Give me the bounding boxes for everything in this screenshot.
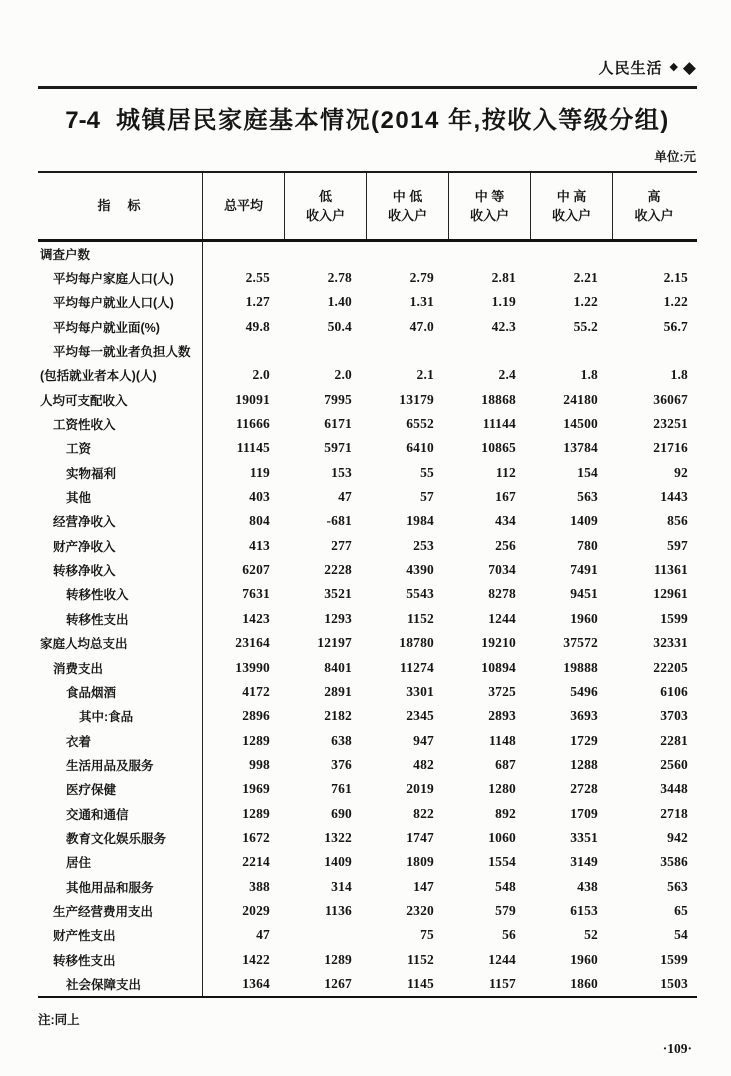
cell-value: 4172 [242, 683, 270, 699]
cell-value: 2345 [406, 708, 434, 724]
cell-value: 687 [495, 756, 516, 772]
cell-value: 2029 [242, 902, 270, 918]
column-header-line1: 低 [318, 188, 332, 204]
cell-value: 1729 [570, 732, 598, 748]
cell-value [285, 923, 367, 947]
cell-value: 5543 [406, 586, 434, 602]
row-label: 生产经营费用支出 [38, 899, 203, 923]
table-row [38, 753, 697, 777]
cell-value: 18780 [399, 635, 434, 651]
cell-value: 1409 [570, 513, 598, 529]
row-label: 平均每户家庭人口(人) [38, 266, 203, 290]
cell-value [367, 339, 449, 363]
cell-value: 2891 [324, 683, 352, 699]
table-row [38, 923, 697, 947]
cell-value: 2320 [406, 902, 434, 918]
cell-value: 780 [577, 537, 598, 553]
row-label: 生活用品及服务 [38, 753, 203, 777]
table-row [38, 461, 697, 485]
cell-value: 5971 [324, 440, 352, 456]
cell-value: 3351 [570, 829, 598, 845]
column-header [285, 173, 367, 239]
table-row [38, 777, 697, 801]
row-label: 其他 [38, 485, 203, 509]
table-row [38, 485, 697, 509]
row-label: 转移净收入 [38, 558, 203, 582]
cell-value: -681 [326, 513, 352, 529]
row-label: 工资性收入 [38, 412, 203, 436]
cell-value: 1267 [324, 975, 352, 991]
cell-value: 21716 [653, 440, 688, 456]
table-row [38, 534, 697, 558]
column-header [531, 173, 613, 239]
cell-value: 2182 [324, 708, 352, 724]
cell-value: 2.15 [663, 270, 688, 286]
cell-value: 23164 [235, 635, 270, 651]
cell-value: 49.8 [245, 318, 270, 334]
cell-value: 12961 [653, 586, 688, 602]
row-label: 消费支出 [38, 655, 203, 679]
column-header [613, 173, 695, 239]
table-row [38, 899, 697, 923]
table-row [38, 363, 697, 387]
column-header-indicator: 指 标 [38, 173, 203, 239]
cell-value: 11666 [235, 416, 270, 432]
cell-value: 1157 [488, 975, 516, 991]
cell-value: 579 [495, 902, 516, 918]
cell-value: 7034 [488, 562, 516, 578]
cell-value: 13990 [235, 659, 270, 675]
row-label: 经营净收入 [38, 509, 203, 533]
row-label: 平均每户就业人口(人) [38, 290, 203, 314]
table-row [38, 388, 697, 412]
unit-label: 单位:元 [654, 149, 696, 164]
cell-value: 11144 [482, 416, 516, 432]
cell-value: 1960 [570, 951, 598, 967]
cell-value: 1293 [324, 610, 352, 626]
row-label: (包括就业者本人)(人) [38, 363, 203, 387]
cell-value [367, 242, 449, 266]
cell-value: 1288 [570, 756, 598, 772]
table-number: 7-4 [65, 106, 100, 134]
cell-value: 1148 [488, 732, 516, 748]
cell-value: 6207 [242, 562, 270, 578]
cell-value: 119 [249, 464, 270, 480]
cell-value: 822 [413, 805, 434, 821]
cell-value: 1322 [324, 829, 352, 845]
cell-value: 2.0 [252, 367, 270, 383]
table-row [38, 874, 697, 898]
table-row [38, 607, 697, 631]
row-label: 平均每户就业面(%) [38, 315, 203, 339]
table-row [38, 290, 697, 314]
cell-value: 23251 [653, 416, 688, 432]
cell-value: 1136 [324, 902, 352, 918]
cell-value: 1709 [570, 805, 598, 821]
cell-value: 638 [331, 732, 352, 748]
table-row [38, 947, 697, 971]
cell-value: 9451 [570, 586, 598, 602]
row-label: 食品烟酒 [38, 680, 203, 704]
cell-value: 5496 [570, 683, 598, 699]
cell-value: 1.22 [573, 294, 598, 310]
row-label: 平均每一就业者负担人数 [38, 339, 203, 363]
cell-value: 19091 [235, 391, 270, 407]
row-label: 实物福利 [38, 461, 203, 485]
cell-value: 8278 [488, 586, 516, 602]
cell-value: 1422 [242, 951, 270, 967]
cell-value: 1423 [242, 610, 270, 626]
cell-value: 2.55 [245, 270, 270, 286]
row-label: 转移性收入 [38, 582, 203, 606]
cell-value: 690 [331, 805, 352, 821]
column-header-line1: 中 高 [556, 188, 587, 204]
cell-value: 1.8 [670, 367, 688, 383]
table-row [38, 582, 697, 606]
cell-value: 1960 [570, 610, 598, 626]
cell-value: 2281 [660, 732, 688, 748]
cell-value: 2.78 [327, 270, 352, 286]
cell-value: 7631 [242, 586, 270, 602]
cell-value: 47.0 [409, 318, 434, 334]
row-label: 其中:食品 [38, 704, 203, 728]
cell-value: 1599 [660, 610, 688, 626]
column-header-line2: 收入户 [634, 207, 674, 223]
cell-value: 22205 [653, 659, 688, 675]
table-row [38, 558, 697, 582]
cell-value: 1280 [488, 781, 516, 797]
cell-value: 47 [256, 927, 270, 943]
column-header [449, 173, 531, 239]
cell-value: 11361 [653, 562, 688, 578]
cell-value: 2.4 [498, 367, 516, 383]
cell-value: 3725 [488, 683, 516, 699]
cell-value: 1672 [242, 829, 270, 845]
cell-value: 314 [331, 878, 352, 894]
cell-value: 998 [249, 756, 270, 772]
cell-value: 1809 [406, 854, 434, 870]
cell-value [449, 339, 531, 363]
row-label: 社会保障支出 [38, 972, 203, 996]
cell-value: 42.3 [491, 318, 516, 334]
cell-value: 2.1 [416, 367, 434, 383]
cell-value: 1.27 [245, 294, 270, 310]
cell-value: 1409 [324, 854, 352, 870]
cell-value: 36067 [653, 391, 688, 407]
column-header-line1: 中 低 [392, 188, 423, 204]
cell-value: 7491 [570, 562, 598, 578]
row-label: 衣着 [38, 728, 203, 752]
cell-value: 3693 [570, 708, 598, 724]
cell-value: 6410 [406, 440, 434, 456]
table-row [38, 655, 697, 679]
cell-value: 1747 [406, 829, 434, 845]
column-header-line2: 收入户 [469, 207, 509, 223]
cell-value: 3149 [570, 854, 598, 870]
running-header-text: 人民生活 [598, 59, 663, 77]
row-label: 其他用品和服务 [38, 874, 203, 898]
table-title-text: 城镇居民家庭基本情况(2014 年,按收入等级分组) [115, 106, 670, 134]
column-header [367, 173, 449, 239]
cell-value: 3703 [660, 708, 688, 724]
cell-value [449, 242, 531, 266]
cell-value: 2893 [488, 708, 516, 724]
cell-value: 2.79 [409, 270, 434, 286]
cell-value: 434 [495, 513, 516, 529]
cell-value: 54 [674, 927, 688, 943]
cell-value: 75 [420, 927, 434, 943]
cell-value: 12197 [317, 635, 352, 651]
cell-value: 6153 [570, 902, 598, 918]
cell-value: 942 [667, 829, 688, 845]
page-number: ·109· [662, 1041, 692, 1057]
cell-value: 11145 [236, 440, 270, 456]
table-row [38, 680, 697, 704]
cell-value: 65 [674, 902, 688, 918]
cell-value: 167 [495, 489, 516, 505]
cell-value: 256 [495, 537, 516, 553]
row-label: 工资 [38, 436, 203, 460]
table-row [38, 801, 697, 825]
cell-value: 37572 [563, 635, 598, 651]
cell-value: 1289 [242, 732, 270, 748]
table-header-row [38, 171, 697, 242]
cell-value: 14500 [563, 416, 598, 432]
cell-value: 3448 [660, 781, 688, 797]
cell-value [613, 242, 695, 266]
table-row [38, 412, 697, 436]
statistics-table [38, 171, 697, 999]
table-row [38, 436, 697, 460]
table-row [38, 242, 697, 266]
cell-value: 19888 [563, 659, 598, 675]
cell-value: 563 [667, 878, 688, 894]
cell-value: 6552 [406, 416, 434, 432]
page-title [38, 104, 697, 138]
cell-value: 277 [331, 537, 352, 553]
cell-value: 55.2 [573, 318, 598, 334]
cell-value: 92 [674, 464, 688, 480]
cell-value: 403 [249, 489, 270, 505]
cell-value: 1.8 [580, 367, 598, 383]
cell-value: 1244 [488, 610, 516, 626]
cell-value: 10865 [481, 440, 516, 456]
cell-value: 856 [667, 513, 688, 529]
column-header-line1: 中 等 [474, 188, 505, 204]
row-label: 转移性支出 [38, 607, 203, 631]
cell-value: 1503 [660, 975, 688, 991]
cell-value: 112 [495, 464, 516, 480]
cell-value: 1289 [324, 951, 352, 967]
table-row [38, 266, 697, 290]
column-header [203, 173, 285, 239]
cell-value: 2728 [570, 781, 598, 797]
cell-value: 597 [667, 537, 688, 553]
cell-value: 1984 [406, 513, 434, 529]
cell-value: 3586 [660, 854, 688, 870]
cell-value: 18868 [481, 391, 516, 407]
cell-value [531, 339, 613, 363]
cell-value: 1364 [242, 975, 270, 991]
row-label: 教育文化娱乐服务 [38, 826, 203, 850]
cell-value: 3301 [406, 683, 434, 699]
cell-value: 2.0 [334, 367, 352, 383]
cell-value: 4390 [406, 562, 434, 578]
cell-value: 32331 [653, 635, 688, 651]
column-header-line1: 总平均 [223, 198, 263, 213]
cell-value: 47 [338, 489, 352, 505]
table-row [38, 728, 697, 752]
cell-value: 147 [413, 878, 434, 894]
cell-value: 1.19 [491, 294, 516, 310]
cell-value: 563 [577, 489, 598, 505]
cell-value: 1.40 [327, 294, 352, 310]
table-row [38, 315, 697, 339]
column-header-line2: 收入户 [305, 207, 345, 223]
cell-value: 1152 [406, 610, 434, 626]
cell-value: 1860 [570, 975, 598, 991]
cell-value: 19210 [481, 635, 516, 651]
cell-value: 2228 [324, 562, 352, 578]
table-body [38, 242, 697, 999]
cell-value: 761 [331, 781, 352, 797]
cell-value: 6171 [324, 416, 352, 432]
cell-value [531, 242, 613, 266]
cell-value: 2.21 [573, 270, 598, 286]
row-label: 医疗保健 [38, 777, 203, 801]
cell-value: 892 [495, 805, 516, 821]
cell-value: 7995 [324, 391, 352, 407]
cell-value: 1.31 [409, 294, 434, 310]
column-header-line2: 收入户 [551, 207, 591, 223]
row-label: 居住 [38, 850, 203, 874]
cell-value: 153 [331, 464, 352, 480]
cell-value: 56.7 [663, 318, 688, 334]
row-label: 财产性支出 [38, 923, 203, 947]
cell-value: 1244 [488, 951, 516, 967]
cell-value: 24180 [563, 391, 598, 407]
row-label: 转移性支出 [38, 947, 203, 971]
cell-value: 482 [413, 756, 434, 772]
table-row [38, 704, 697, 728]
cell-value: 1443 [660, 489, 688, 505]
column-header-line2: 收入户 [387, 207, 427, 223]
cell-value: 1554 [488, 854, 516, 870]
cell-value: 56 [502, 927, 516, 943]
cell-value: 2214 [242, 854, 270, 870]
cell-value: 6106 [660, 683, 688, 699]
cell-value: 2019 [406, 781, 434, 797]
cell-value: 1152 [406, 951, 434, 967]
table-row [38, 509, 697, 533]
cell-value: 10894 [481, 659, 516, 675]
cell-value: 2896 [242, 708, 270, 724]
cell-value: 1289 [242, 805, 270, 821]
cell-value: 55 [420, 464, 434, 480]
cell-value: 13179 [399, 391, 434, 407]
cell-value: 548 [495, 878, 516, 894]
cell-value: 804 [249, 513, 270, 529]
table-row [38, 339, 697, 363]
cell-value [285, 339, 367, 363]
cell-value [285, 242, 367, 266]
diamond-icon: ◆ [682, 57, 697, 77]
cell-value: 11274 [399, 659, 434, 675]
running-header [38, 56, 697, 78]
cell-value: 1599 [660, 951, 688, 967]
cell-value [203, 242, 285, 266]
cell-value: 1060 [488, 829, 516, 845]
table-row [38, 826, 697, 850]
table-row [38, 631, 697, 655]
cell-value: 1969 [242, 781, 270, 797]
cell-value: 2560 [660, 756, 688, 772]
table-row [38, 972, 697, 996]
cell-value: 13784 [563, 440, 598, 456]
table-row [38, 850, 697, 874]
cell-value: 1145 [406, 975, 434, 991]
cell-value: 52 [584, 927, 598, 943]
cell-value: 947 [413, 732, 434, 748]
cell-value: 8401 [324, 659, 352, 675]
cell-value: 376 [331, 756, 352, 772]
column-header-line1: 高 [647, 188, 661, 204]
cell-value: 2718 [660, 805, 688, 821]
cell-value: 253 [413, 537, 434, 553]
header-rule [38, 86, 697, 89]
cell-value: 50.4 [327, 318, 352, 334]
table-note: 注:同上 [38, 1013, 80, 1028]
cell-value: 3521 [324, 586, 352, 602]
row-label: 调查户数 [38, 242, 203, 266]
cell-value: 1.22 [663, 294, 688, 310]
cell-value: 413 [249, 537, 270, 553]
diamond-icon: ◆ [669, 60, 679, 73]
row-label: 财产净收入 [38, 534, 203, 558]
cell-value: 2.81 [491, 270, 516, 286]
cell-value: 438 [577, 878, 598, 894]
cell-value: 154 [577, 464, 598, 480]
cell-value [203, 339, 285, 363]
cell-value [613, 339, 695, 363]
row-label: 家庭人均总支出 [38, 631, 203, 655]
cell-value: 57 [420, 489, 434, 505]
row-label: 交通和通信 [38, 801, 203, 825]
cell-value: 388 [249, 878, 270, 894]
row-label: 人均可支配收入 [38, 388, 203, 412]
